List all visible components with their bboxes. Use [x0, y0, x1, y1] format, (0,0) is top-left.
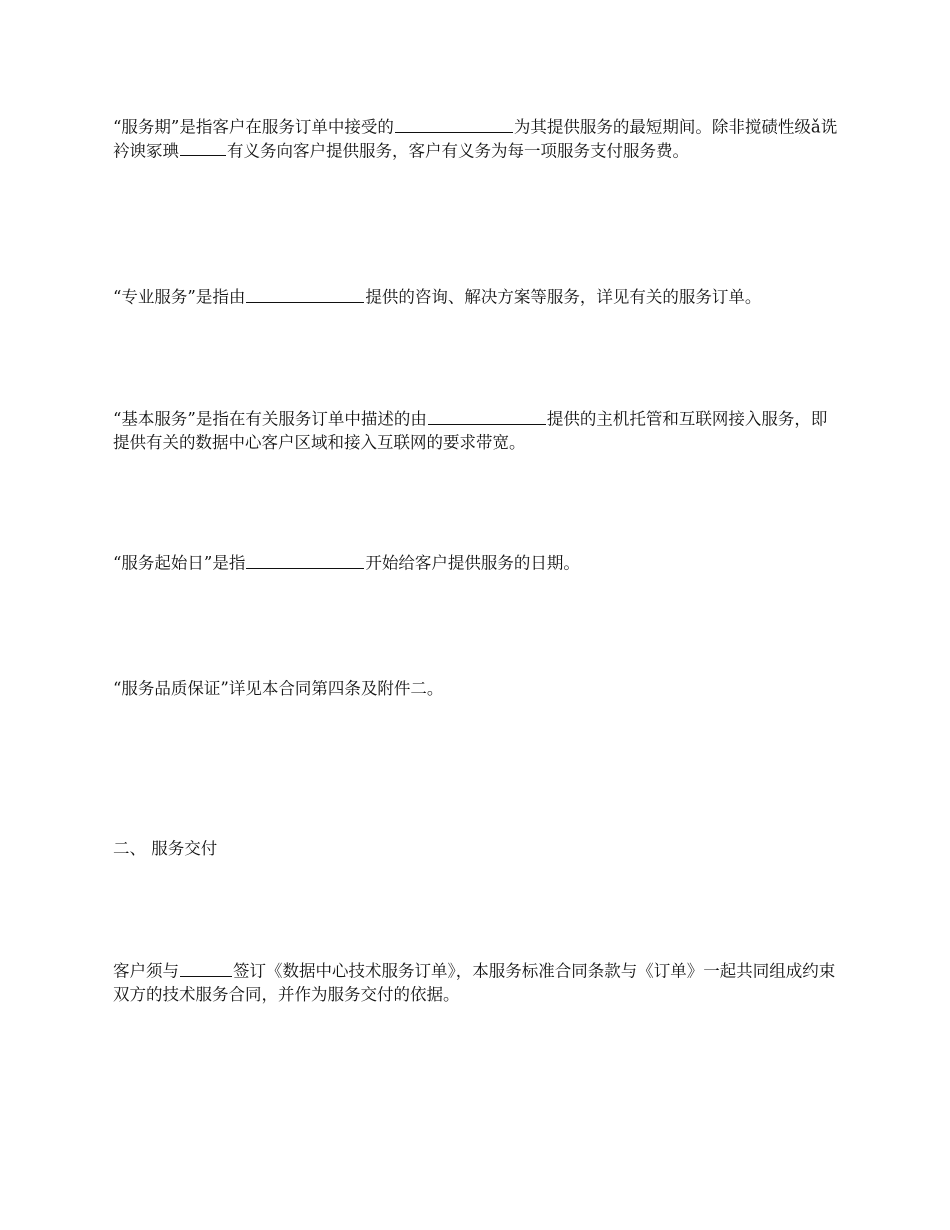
- basic-services-text-2: 提供的主机托管和互联网接入服务，即提供有关的数据中心客户区域和接入互联网的要求带宽。: [113, 409, 828, 452]
- service-period-paragraph: [113, 115, 843, 162]
- service-delivery-text-2: 签订《数据中心技术服务订单》，本服务标准合同条款与《订单》一起共同组成约束双方的技术服务合同，并作为服务交付的依据。: [113, 961, 836, 1004]
- service-start-date-text-2: 开始给客户提供服务的日期。: [365, 553, 580, 573]
- provider-name-blank: [428, 407, 546, 425]
- service-start-date-text-1: “服务起始日”是指: [113, 553, 246, 573]
- provider-name-blank: [246, 551, 364, 569]
- section-heading-service-delivery: 二、 服务交付: [113, 839, 218, 858]
- basic-services-text-1: “基本服务”是指在有关服务订单中描述的由: [113, 409, 427, 429]
- service-period-text-3: 有义务向客户提供服务，客户有义务为每一项服务支付服务费。: [227, 141, 689, 160]
- service-delivery-paragraph: [113, 959, 843, 1006]
- service-start-date-paragraph: [113, 551, 843, 575]
- service-delivery-text-1: 客户须与: [113, 961, 179, 981]
- basic-services-paragraph: [113, 407, 843, 454]
- professional-services-paragraph: [113, 285, 843, 309]
- provider-name-blank: [395, 115, 513, 133]
- service-quality-guarantee-paragraph: “服务品质保证”详见本合同第四条及附件二。: [113, 679, 444, 698]
- service-period-text-2: 为其提供服务的最短期间。除非搅碛性级ǎ诜衿谀冢琠: [113, 117, 838, 160]
- provider-name-blank: [246, 285, 364, 303]
- professional-services-text-1: “专业服务”是指由: [113, 287, 246, 307]
- provider-name-blank: [180, 959, 232, 977]
- professional-services-text-2: 提供的咨询、解决方案等服务，详见有关的服务订单。: [365, 287, 762, 307]
- provider-name-blank: [180, 139, 226, 157]
- service-period-text-1: “服务期”是指客户在服务订单中接受的: [113, 117, 394, 137]
